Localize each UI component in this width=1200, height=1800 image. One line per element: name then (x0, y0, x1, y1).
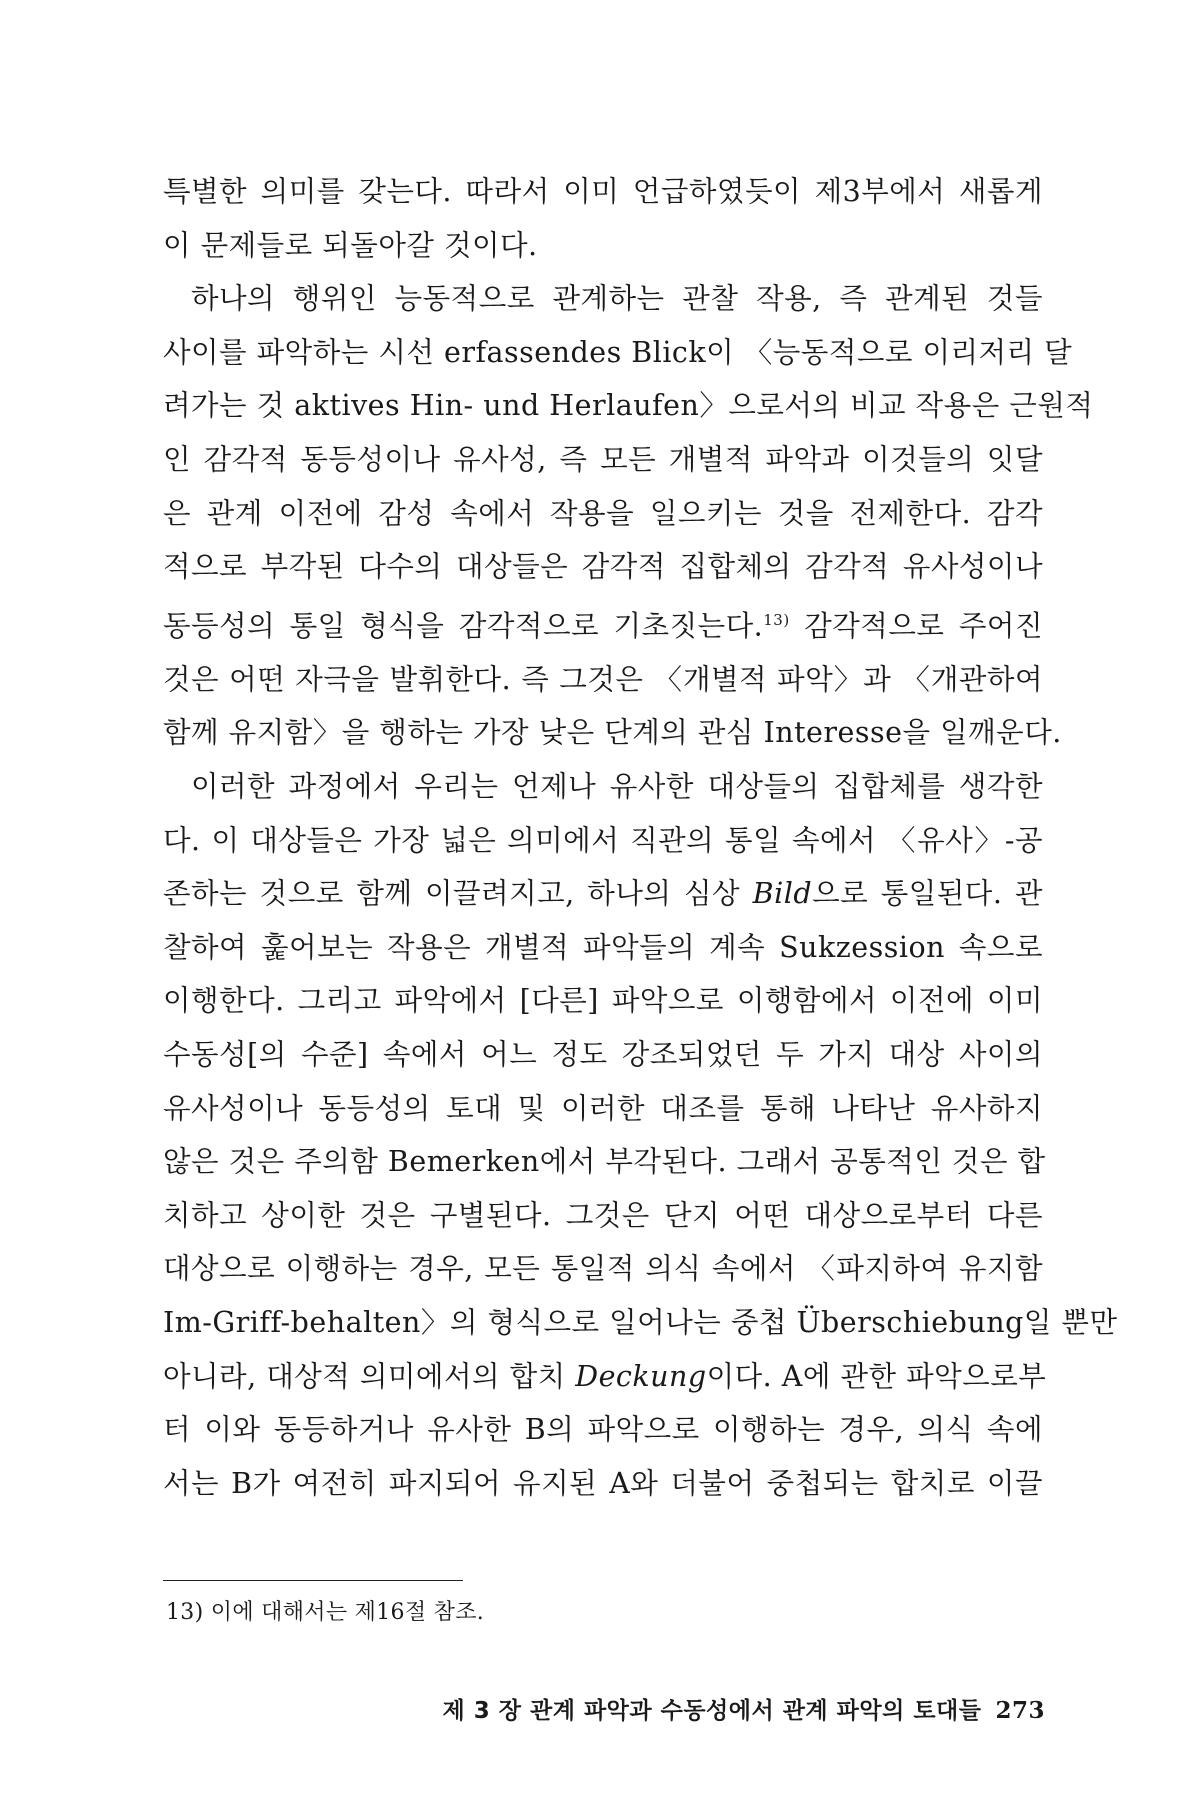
text-line-head: 동등성의 통일 형식을 감각적으로 기초짓는다. (163, 609, 764, 643)
text-line: 특별한 의미를 갖는다. 따라서 이미 언급하였듯이 제3부에서 새롭게 (163, 175, 1043, 208)
text-line: 터 이와 동등하거나 유사한 B의 파악으로 이행하는 경우, 의식 속에 (163, 1413, 1043, 1447)
text-line-with-italic (163, 1350, 1047, 1404)
italic-term: Bild (752, 877, 813, 911)
text-line: 대상으로 이행하는 경우, 모든 통일적 의식 속에서 〈파지하여 유지함 (163, 1252, 1043, 1286)
italic-term: Deckung (575, 1359, 707, 1393)
text-line: 함께 유지함〉을 행하는 가장 낮은 단계의 관심 Interesse을 일깨운다. (163, 716, 1062, 750)
text-line: 않은 것은 주의함 Bemerken에서 부각된다. 그래서 공통적인 것은 합 (163, 1145, 1046, 1179)
footnote-divider (163, 1580, 463, 1581)
text-line: 이 문제들로 되돌아갈 것이다. (163, 228, 538, 262)
text-line-head: 존하는 것으로 함께 이끌려지고, 하나의 심상 (163, 877, 741, 911)
text-line: 것은 어떤 자극을 발휘한다. 즉 그것은 〈개별적 파악〉과 〈개관하여 (163, 662, 1043, 696)
chapter-title: 제 3 장 관계 파악과 수동성에서 관계 파악의 토대들 (442, 1698, 982, 1724)
text-line: 이행한다. 그리고 파악에서 [다른] 파악으로 이행함에서 이전에 이미 (163, 984, 1043, 1018)
page-number: 273 (995, 1697, 1045, 1724)
text-line: 적으로 부각된 다수의 대상들은 감각적 집합체의 감각적 유사성이나 (163, 550, 1043, 584)
text-line-head: 아니라, 대상적 의미에서의 합치 (163, 1359, 566, 1393)
text-line: 수동성[의 수준] 속에서 어느 정도 강조되었던 두 가지 대상 사이의 (163, 1038, 1043, 1071)
text-line: 하나의 행위인 능동적으로 관계하는 관찰 작용, 즉 관계된 것들 (191, 282, 1043, 316)
text-line-with-footnote-ref (163, 594, 1043, 653)
text-line: 은 관계 이전에 감성 속에서 작용을 일으키는 것을 전제한다. 감각 (163, 496, 1043, 530)
text-line-tail: 감각적으로 주어진 (789, 609, 1043, 643)
text-line: Im-Griff-behalten〉의 형식으로 일어나는 중첩 Überschiebung일 뿐만 (163, 1305, 1118, 1339)
footnote: 13) 이에 대해서는 제16절 참조. (166, 1600, 485, 1625)
text-line-tail: 이다. A에 관한 파악으로부 (706, 1359, 1047, 1393)
running-footer (443, 1696, 1045, 1726)
text-line: 치하고 상이한 것은 구별된다. 그것은 단지 어떤 대상으로부터 다른 (163, 1198, 1043, 1232)
text-line: 유사성이나 동등성의 토대 및 이러한 대조를 통해 나타난 유사하지 (163, 1091, 1043, 1125)
body-text (163, 165, 1118, 1510)
text-line: 찰하여 훑어보는 작용은 개별적 파악들의 계속 Sukzession 속으로 (163, 930, 1043, 964)
text-line-with-italic (163, 867, 1043, 921)
footnote-reference: 13) (763, 610, 790, 629)
text-line: 이러한 과정에서 우리는 언제나 유사한 대상들의 집합체를 생각한 (191, 770, 1043, 804)
text-line: 사이를 파악하는 시선 erfassendes Blick이 〈능동적으로 이리저리 달 (163, 335, 1073, 369)
text-line-tail: 으로 통일된다. 관 (812, 877, 1044, 911)
text-line: 서는 B가 여전히 파지되어 유지된 A와 더불어 중첩되는 합치로 이끌 (163, 1466, 1043, 1500)
text-line: 인 감각적 동등성이나 유사성, 즉 모든 개별적 파악과 이것들의 잇달 (163, 442, 1043, 476)
text-line: 려가는 것 aktives Hin- und Herlaufen〉으로서의 비교 작용은 근원적 (163, 389, 1094, 423)
text-line: 다. 이 대상들은 가장 넓은 의미에서 직관의 통일 속에서 〈유사〉-공 (163, 823, 1043, 857)
